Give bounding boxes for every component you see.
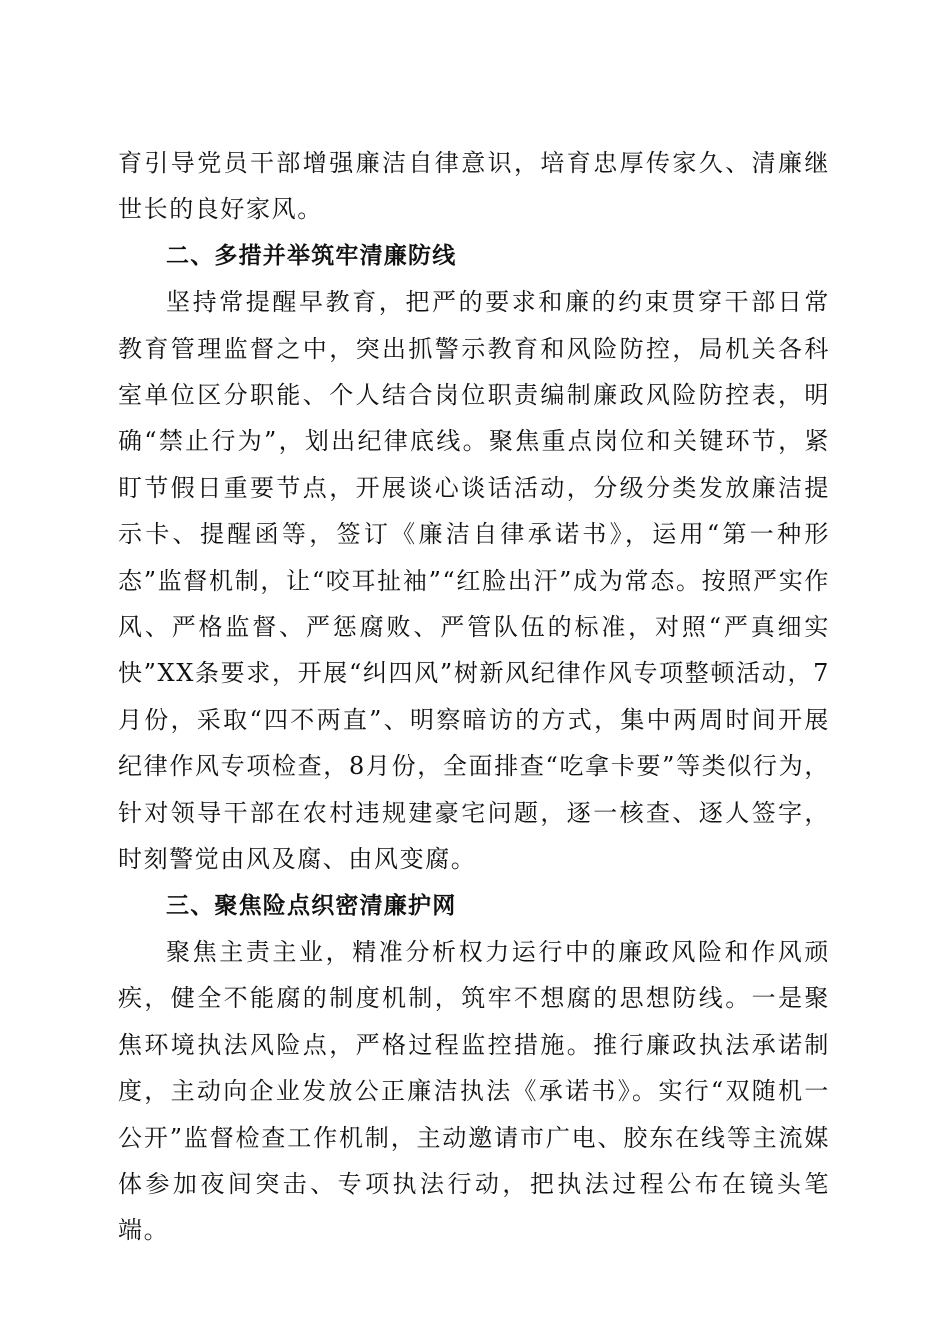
document-body <box>118 140 830 1254</box>
section-heading-3: 三、聚焦险点织密清廉护网 <box>166 892 457 919</box>
paragraph-continuation: 育引导党员干部增强廉洁自律意识，培育忠厚传家久、清廉继世长的良好家风。 <box>118 149 830 224</box>
paragraph-section-3: 聚焦主责主业，精准分析权力运行中的廉政风险和作风顽疾，健全不能腐的制度机制，筑牢不想腐的思想防线。一是聚焦环境执法风险点，严格过程监控措施。推行廉政执法承诺制度，主动向企业发放公正廉洁执法《承诺书》。实行“双随机一公开”监督检查工作机制，主动邀请市广电、胶东在线等主流媒体参加夜间突击、专项执法行动，把执法过程公布在镜头笔端。 <box>118 937 830 1245</box>
paragraph-section-2: 坚持常提醒早教育，把严的要求和廉的约束贯穿干部日常教育管理监督之中，突出抓警示教育和风险防控，局机关各科室单位区分职能、个人结合岗位职责编制廉政风险防控表，明确“禁止行为”，划出纪律底线。聚焦重点岗位和关键环节，紧盯节假日重要节点，开展谈心谈话活动，分级分类发放廉洁提示卡、提醒函等，签订《廉洁自律承诺书》，运用“第一种形态”监督机制，让“咬耳扯袖”“红脸出汗”成为常态。按照严实作风、严格监督、严惩腐败、严管队伍的标准，对照“严真细实快”XX条要求，开展“纠四风”树新风纪律作风专项整顿活动，7月份，采取“四不两直”、明察暗访的方式，集中两周时间开展纪律作风专项检查，8月份，全面排查“吃拿卡要”等类似行为，针对领导干部在农村违规建豪宅问题，逐一核查、逐人签字，时刻警觉由风及腐、由风变腐。 <box>118 288 830 874</box>
section-heading-2: 二、多措并举筑牢清廉防线 <box>166 242 457 269</box>
